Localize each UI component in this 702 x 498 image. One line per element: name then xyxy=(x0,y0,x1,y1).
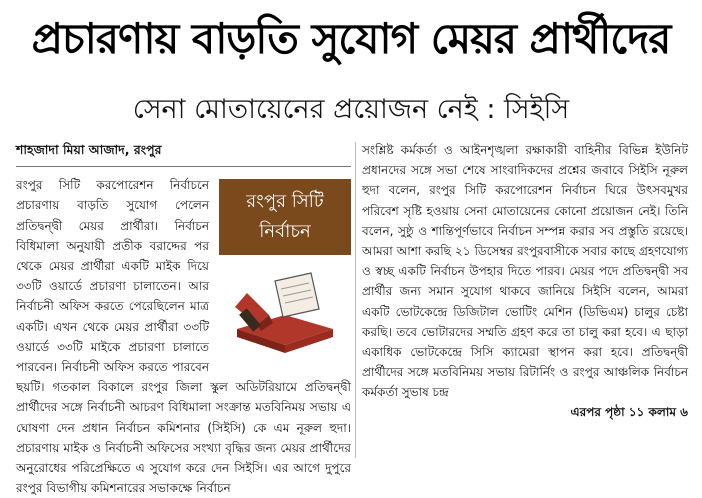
subheadline: সেনা মোতায়েনের প্রয়োজন নেই : সিইসি xyxy=(132,94,570,125)
election-box xyxy=(219,179,351,359)
ballot-box-icon xyxy=(227,263,343,355)
left-column xyxy=(16,140,351,496)
continued-on-line: এরপর পৃষ্ঠা ১১ কলাম ৬ xyxy=(570,404,688,419)
column-divider xyxy=(355,142,356,458)
box-title-line1: রংপুর সিটি xyxy=(246,191,324,213)
box-title-line2: নির্বাচন xyxy=(259,221,311,243)
headline: প্রচারণায় বাড়তি সুযোগ মেয়র প্রার্থীদের xyxy=(31,14,671,63)
byline-rule xyxy=(16,166,351,167)
right-column xyxy=(362,140,688,460)
byline: শাহজাদা মিয়া আজাদ, রংপুর xyxy=(16,142,162,157)
left-body-text: রংপুর সিটি করপোরেশন নির্বাচনে প্রচারণায় বাড়তি সুযোগ পেলেন প্রতিদ্বন্দ্বী মেয়র প্রার্থীরা। নির্বাচন বিধিমালা অনুযায়ী প্রতীক বরাদ্দের পর থেকে মেয়র প্রার্থীরা একটি মাইক দিয়ে ৩৩টি ওয়ার্ডে প্রচারণা চালাতেন। আর নির্বাচনী অফিস করতে পেরেছিলেন মাত্র একটি। এখন থেকে মেয়র প্রার্থীরা ৩৩টি ওয়ার্ডে ৩৩টি মাইকে প্রচারণা চালাতে পারবেন। নির্বাচনী অফিস করতে পারবেন ছয়টি। গতকাল বিকালে রংপুর জিলা স্কুল অডিটরিয়ামে প্রতিদ্বন্দ্বী প্রার্থীদের সঙ্গে নির্বাচনী আচরণ বিধিমালা সংক্রান্ত মতবিনিময় সভায় এ ঘোষণা দেন প্রধান নির্বাচন কমিশনার (সিইসি) কে এম নূরুল হুদা। প্রচারণায় মাইক ও নির্বাচনী অফিসের সংখ্যা বৃদ্ধির জন্য মেয়র প্রার্থীদের অনুরোধের পরিপ্রেক্ষিতে এ সুযোগ করে দেন সিইসি। এর আগে দুপুরে রংপুর বিভাগীয় কমিশনারের সভাকক্ষে নির্বাচন xyxy=(16,178,351,496)
box-title xyxy=(219,179,351,255)
right-body-text: সংশ্লিষ্ট কর্মকর্তা ও আইনশৃঙ্খলা রক্ষাকারী বাহিনীর বিভিন্ন ইউনিট প্রধানদের সঙ্গে সভা শেষে সাংবাদিকদের প্রশ্নের জবাবে সিইসি নূরুল হুদা বলেন, রংপুর সিটি করপোরেশন নির্বাচন ঘিরে উৎসবমুখর পরিবেশ সৃষ্টি হওয়ায় সেনা মোতায়েনের কোনো প্রয়োজন নেই। তিনি বলেন, সুষ্ঠু ও শান্তিপূর্ণভাবে নির্বাচন সম্পন্ন করার সব প্রস্তুতি রয়েছে। আমরা আশা করছি ২১ ডিসেম্বর রংপুরবাসীকে সবার কাছে গ্রহণযোগ্য ও স্বচ্ছ একটি নির্বাচন উপহার দিতে পারব। মেয়র পদে প্রতিদ্বন্দ্বী সব প্রার্থীর জন্য সমান সুযোগ থাকবে জানিয়ে সিইসি বলেন, আমরা একটি ভোটকেন্দ্রে ডিজিটাল ভোটিং মেশিন (ডিভিএম) চালুর চেষ্টা করছি। তবে ভোটারদের সম্মতি গ্রহণ করে তা চালু করা হবে। এ ছাড়া একাধিক ভোটকেন্দ্রে সিসি ক্যামেরা স্থাপন করা হবে। প্রতিদ্বন্দ্বী প্রার্থীদের সঙ্গে মতবিনিময় সভায় রিটার্নিং ও রংপুর আঞ্চলিক নির্বাচন কর্মকর্তা সুভাষ চন্দ্র xyxy=(362,143,688,400)
